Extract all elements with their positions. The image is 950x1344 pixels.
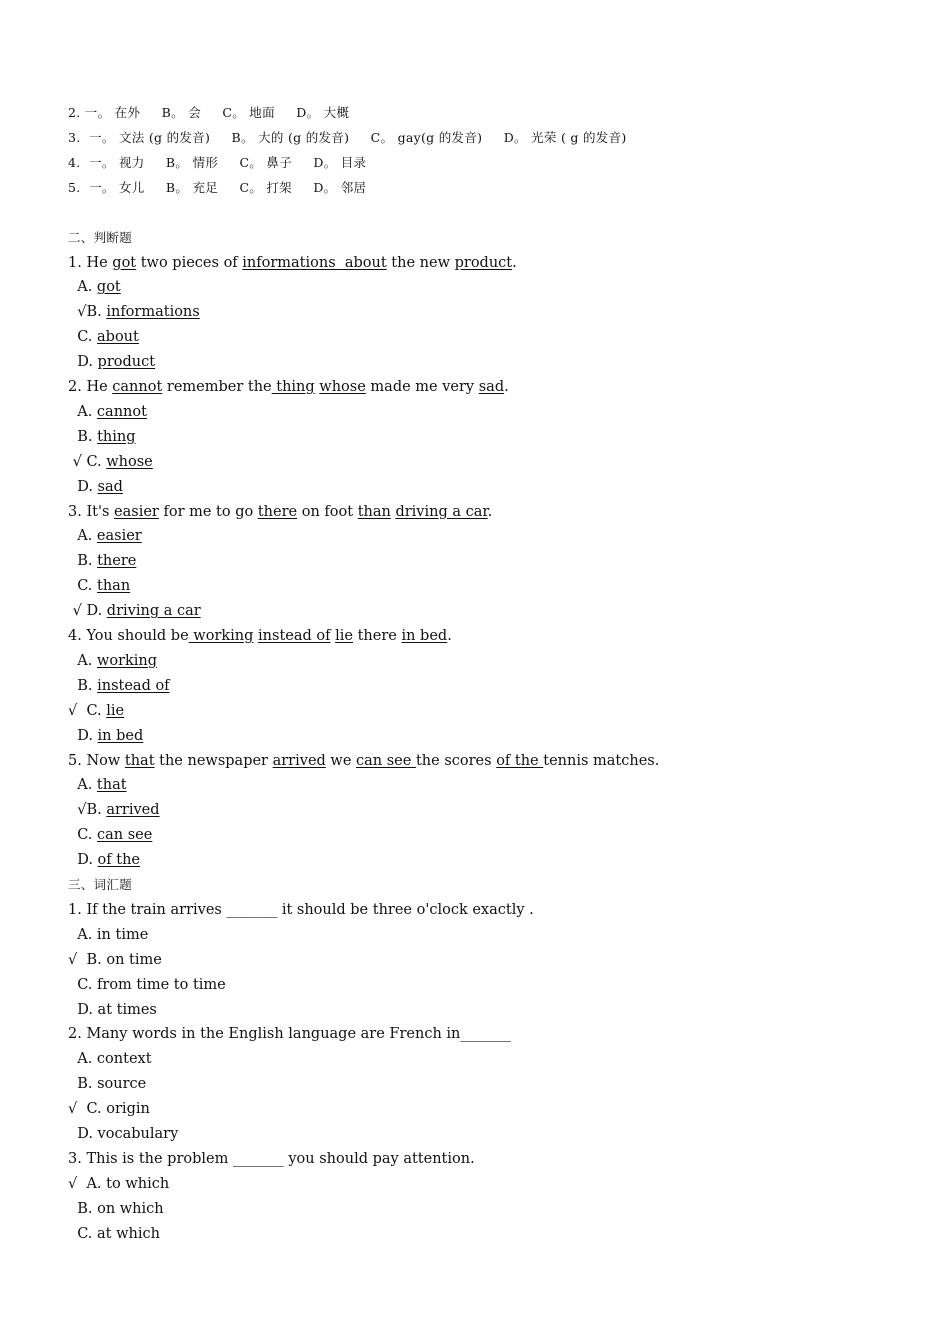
- stem-segment: two pieces of: [136, 254, 243, 271]
- option-text: to which: [106, 1175, 170, 1192]
- stem-segment: the new: [386, 254, 455, 271]
- answer-option: [68, 800, 160, 820]
- answer-option: [68, 676, 170, 696]
- option-text: about: [97, 329, 139, 346]
- option-text: got: [96, 279, 121, 296]
- answer-option: [68, 925, 148, 945]
- option-prefix: D.: [77, 1001, 98, 1018]
- section-heading-text: 二、判断题: [68, 229, 133, 245]
- option-text: that: [96, 777, 127, 794]
- option-text: instead of: [97, 677, 170, 694]
- question-stem: [68, 377, 509, 397]
- option-prefix: √ C.: [72, 453, 107, 470]
- answer-option: [68, 1124, 178, 1144]
- answer-option: [68, 477, 123, 497]
- choice-row: [68, 178, 366, 198]
- option-text: on time: [106, 951, 162, 968]
- underlined-segment: in bed: [401, 628, 448, 644]
- option-indent: [68, 528, 77, 544]
- option-prefix: √B.: [77, 304, 107, 321]
- stem-segment: 1. If the train arrives: [68, 901, 227, 918]
- option-text: on which: [97, 1200, 164, 1217]
- underlined-segment: working: [188, 628, 254, 644]
- option-prefix: D.: [77, 852, 98, 869]
- option-text: lie: [106, 702, 125, 719]
- stem-segment: it should be three o'clock exactly .: [277, 901, 534, 918]
- stem-segment: for me to go: [158, 503, 258, 520]
- answer-option: [68, 402, 147, 422]
- option-indent: [68, 827, 77, 843]
- section-heading: [68, 228, 132, 248]
- option-prefix: A.: [77, 1051, 97, 1068]
- underlined-segment: there: [257, 503, 298, 520]
- option-indent: [68, 304, 77, 320]
- option-prefix: B.: [77, 1076, 98, 1093]
- question-stem: [68, 1024, 511, 1044]
- stem-segment: _______: [226, 901, 278, 918]
- option-text: arrived: [106, 802, 160, 819]
- option-indent: [68, 852, 77, 868]
- option-indent: [68, 802, 77, 818]
- question-stem: [68, 253, 517, 273]
- option-prefix: A.: [77, 403, 97, 420]
- option-indent: [68, 404, 77, 420]
- stem-segment: tennis matches.: [543, 752, 660, 769]
- option-text: of the: [97, 852, 140, 869]
- answer-option: [68, 1049, 152, 1069]
- stem-segment: _______: [233, 1150, 284, 1167]
- underlined-segment: product: [454, 254, 513, 271]
- stem-segment: remember the: [162, 379, 272, 395]
- option-indent: [68, 1226, 77, 1242]
- choice-row: [68, 128, 627, 148]
- answer-option: [68, 950, 162, 970]
- answer-option: [68, 352, 155, 372]
- option-prefix: B.: [77, 428, 98, 445]
- stem-segment: there: [352, 628, 402, 644]
- underlined-segment: informations about: [242, 254, 387, 271]
- option-prefix: √ C.: [68, 702, 107, 719]
- stem-segment: on foot: [297, 503, 358, 520]
- answer-option: [68, 1174, 169, 1194]
- option-indent: [68, 1201, 77, 1217]
- option-prefix: C.: [77, 578, 98, 595]
- option-indent: [68, 653, 77, 669]
- underlined-segment: than: [357, 503, 391, 520]
- option-indent: [68, 354, 77, 370]
- option-text: context: [96, 1051, 152, 1068]
- answer-option: [68, 302, 200, 322]
- answer-option: [68, 825, 152, 845]
- option-prefix: B.: [77, 1200, 98, 1217]
- option-text: working: [96, 652, 158, 669]
- option-text: in bed: [97, 727, 144, 744]
- option-indent: [68, 777, 77, 793]
- underlined-segment: instead of: [258, 628, 331, 644]
- option-text: at which: [97, 1225, 160, 1242]
- question-stem: [68, 900, 534, 920]
- choice-row: [68, 103, 349, 123]
- option-prefix: D.: [77, 478, 98, 495]
- option-text: driving a car: [106, 603, 201, 620]
- option-indent: [68, 927, 77, 943]
- answer-option: [68, 775, 127, 795]
- option-prefix: √ D.: [72, 603, 107, 620]
- answer-option: [68, 427, 136, 447]
- option-text: in time: [96, 926, 149, 943]
- section-heading-text: 三、词汇题: [68, 877, 133, 892]
- option-prefix: A.: [77, 528, 97, 545]
- stem-segment: .: [447, 628, 452, 644]
- option-text: product: [97, 354, 156, 371]
- option-indent: [68, 329, 77, 345]
- option-prefix: C.: [77, 827, 98, 844]
- underlined-segment: that: [124, 752, 155, 769]
- stem-segment: _______: [460, 1026, 512, 1043]
- option-text: thing: [97, 428, 136, 445]
- stem-segment: we: [325, 752, 357, 769]
- option-prefix: A.: [77, 926, 97, 943]
- option-indent: [68, 1126, 77, 1142]
- underlined-segment: easier: [114, 503, 159, 520]
- answer-option: [68, 701, 124, 721]
- option-indent: [68, 1051, 77, 1067]
- answer-option: [68, 651, 157, 671]
- stem-segment: .: [487, 503, 493, 520]
- option-prefix: D.: [77, 1126, 98, 1142]
- question-stem: [68, 751, 659, 771]
- option-text: vocabulary: [97, 1126, 179, 1142]
- stem-segment: 5. Now: [68, 752, 125, 769]
- option-indent: [68, 678, 77, 694]
- option-prefix: A.: [77, 777, 97, 794]
- option-text: easier: [96, 528, 142, 545]
- question-stem: [68, 626, 452, 646]
- stem-segment: 2. Many words in the English language are French in: [68, 1026, 461, 1043]
- answer-option: [68, 1074, 146, 1094]
- option-prefix: √ A.: [68, 1175, 107, 1192]
- option-prefix: D.: [77, 727, 98, 744]
- answer-option: [68, 601, 201, 621]
- answer-option: [68, 327, 139, 347]
- option-text: cannot: [96, 403, 147, 420]
- answer-option: [68, 551, 136, 571]
- option-text: at times: [97, 1001, 157, 1018]
- choice-row-text: 3. 一。 文法 (g 的发音) B。 大的 (g 的发音) C。 gay(g 的发音) D。 光荣 ( g 的发音): [68, 129, 627, 145]
- option-indent: [68, 429, 77, 445]
- option-text: source: [97, 1076, 147, 1093]
- answer-option: [68, 452, 153, 472]
- stem-segment: .: [512, 254, 517, 271]
- choice-row-text: 2. 一。 在外 B。 会 C。 地面 D。 大概: [68, 105, 350, 120]
- option-prefix: A.: [77, 652, 97, 669]
- option-text: than: [97, 578, 131, 595]
- option-text: can see: [97, 827, 153, 844]
- answer-option: [68, 850, 140, 870]
- underlined-segment: of the: [496, 752, 544, 769]
- stem-segment: 2. He: [68, 379, 113, 395]
- underlined-segment: got: [112, 254, 137, 271]
- answer-option: [68, 1000, 157, 1020]
- option-indent: [68, 728, 77, 744]
- option-text: sad: [97, 478, 123, 495]
- choice-row-text: 5. 一。 女儿 B。 充足 C。 打架 D。 邻居: [68, 179, 367, 195]
- option-indent: [68, 479, 77, 495]
- choice-row: [68, 153, 366, 173]
- underlined-segment: arrived: [272, 752, 326, 769]
- answer-option: [68, 576, 130, 596]
- question-stem: [68, 1149, 475, 1169]
- option-indent: [68, 1002, 77, 1018]
- option-prefix: D.: [77, 354, 98, 371]
- option-indent: [68, 1076, 77, 1092]
- stem-segment: made me very: [365, 379, 479, 395]
- stem-segment: 3. It's: [68, 503, 115, 520]
- option-text: informations: [106, 304, 200, 321]
- answer-option: [68, 1099, 150, 1119]
- option-prefix: A.: [77, 279, 97, 296]
- option-indent: [68, 578, 77, 594]
- option-prefix: √B.: [77, 802, 107, 819]
- stem-segment: .: [504, 379, 509, 395]
- answer-option: [68, 975, 226, 995]
- option-text: from time to time: [97, 976, 226, 993]
- underlined-segment: sad: [478, 379, 505, 395]
- stem-segment: the newspaper: [154, 752, 273, 769]
- stem-segment: the scores: [415, 752, 497, 769]
- stem-segment: 3. This is the problem: [68, 1150, 233, 1167]
- section-heading: [68, 875, 132, 895]
- underlined-segment: lie: [335, 628, 353, 644]
- underlined-segment: whose: [319, 379, 366, 395]
- stem-segment: you should pay attention.: [283, 1150, 475, 1167]
- option-prefix: C.: [77, 976, 98, 993]
- answer-option: [68, 526, 142, 546]
- answer-option: [68, 277, 121, 297]
- option-prefix: B.: [77, 553, 98, 570]
- underlined-segment: thing: [271, 379, 315, 395]
- stem-segment: 4. You should be: [68, 628, 189, 644]
- underlined-segment: can see: [356, 752, 416, 769]
- choice-row-text: 4. 一。 视力 B。 情形 C。 鼻子 D。 目录: [68, 154, 367, 170]
- option-text: there: [97, 553, 137, 570]
- option-indent: [68, 279, 77, 295]
- option-prefix: √ B.: [68, 951, 107, 968]
- underlined-segment: cannot: [112, 379, 163, 395]
- option-prefix: B.: [77, 677, 98, 694]
- answer-option: [68, 1199, 164, 1219]
- option-indent: [68, 553, 77, 569]
- answer-option: [68, 726, 143, 746]
- option-prefix: C.: [77, 329, 98, 346]
- question-stem: [68, 502, 492, 522]
- option-indent: [68, 977, 77, 993]
- answer-option: [68, 1224, 160, 1244]
- option-prefix: √ C.: [68, 1101, 107, 1118]
- option-text: whose: [106, 453, 153, 470]
- option-text: origin: [106, 1101, 150, 1118]
- option-prefix: C.: [77, 1225, 98, 1242]
- underlined-segment: driving a car: [395, 503, 488, 520]
- stem-segment: 1. He: [68, 254, 113, 271]
